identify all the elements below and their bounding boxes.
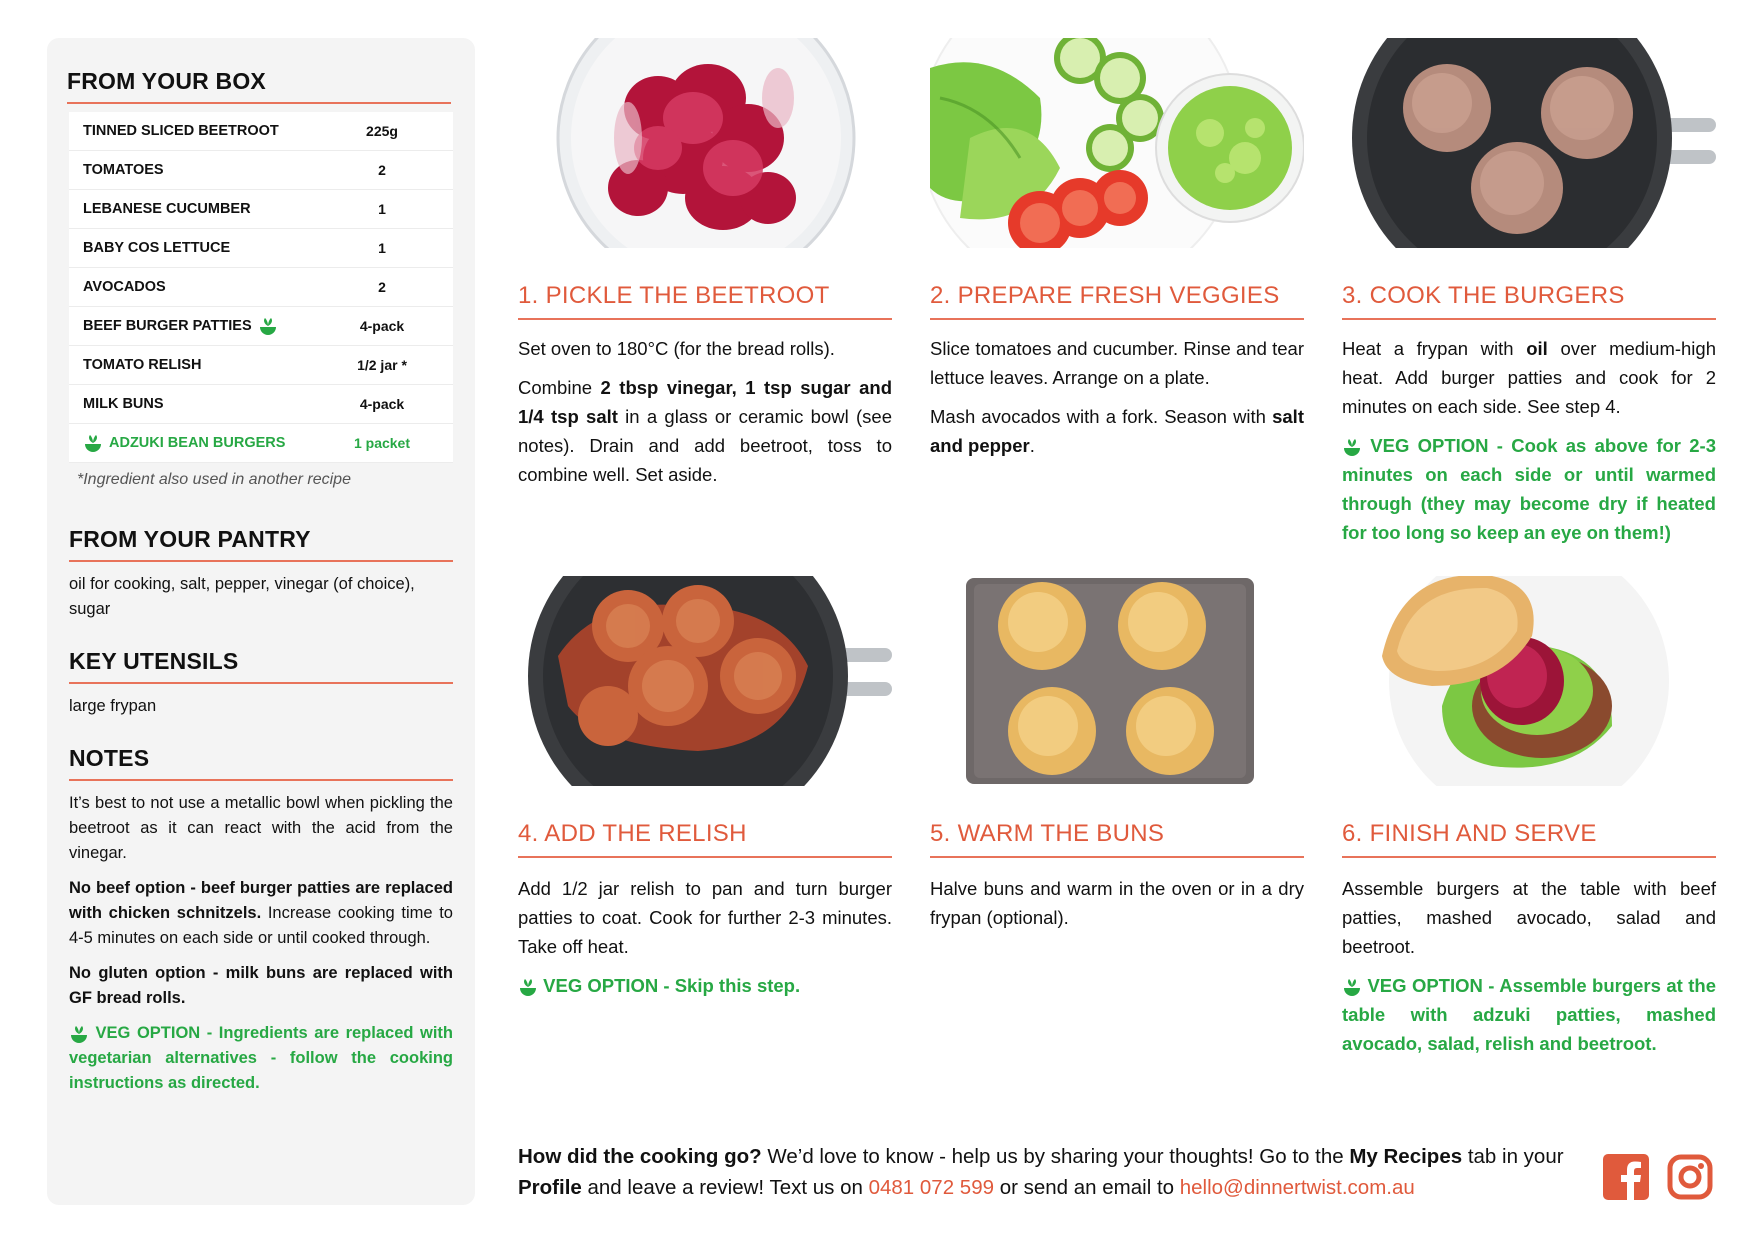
step-1-photo-beetroot-bowl (518, 38, 892, 248)
table-row (69, 268, 453, 307)
ingredient-name (83, 307, 278, 345)
step-5-body (930, 874, 1304, 942)
ingredient-label: BEEF BURGER PATTIES (83, 318, 252, 334)
ingredient-name: LEBANESE CUCUMBER (83, 201, 251, 217)
step-2-body (930, 334, 1304, 470)
ingredient-name: BABY COS LETTUCE (83, 240, 231, 256)
step-3-p1 (1342, 334, 1716, 421)
divider (1342, 856, 1716, 858)
ingredient-name: MILK BUNS (83, 396, 164, 412)
step-5-photo-buns-tray (930, 576, 1304, 786)
text-span: Combine (518, 377, 601, 398)
step-2-title: 2. PREPARE FRESH VEGGIES (930, 282, 1280, 309)
step-1-title: 1. PICKLE THE BEETROOT (518, 282, 830, 309)
text-bold: oil (1526, 338, 1548, 359)
from-your-pantry-heading: FROM YOUR PANTRY (69, 526, 311, 552)
step-3-photo-patties-pan (1342, 38, 1716, 248)
step-2-p2 (930, 402, 1304, 460)
text-span: or send an email to (994, 1176, 1180, 1199)
note-veg-option (69, 1021, 453, 1096)
divider (69, 560, 453, 562)
table-row (69, 346, 453, 385)
step-1-p2 (518, 373, 892, 489)
ingredients-table (69, 112, 453, 463)
veg-option-text: VEG OPTION - Assemble burgers at the table with adzuki patties, mashed avocado, salad, relish and beetroot. (1342, 975, 1716, 1054)
table-row (69, 151, 453, 190)
facebook-icon[interactable] (1603, 1154, 1649, 1200)
veg-leaf-icon (1342, 977, 1362, 997)
ingredient-name: TOMATOES (83, 162, 164, 178)
text-span: tab in your (1462, 1145, 1564, 1168)
table-row (69, 190, 453, 229)
table-row (69, 307, 453, 346)
ingredient-qty: 4-pack (359, 396, 405, 412)
footer-question: How did the cooking go? (518, 1145, 762, 1168)
divider (930, 318, 1304, 320)
ingredient-qty: 1 packet (353, 435, 411, 451)
utensils-text: large frypan (69, 697, 157, 715)
table-row (69, 112, 453, 151)
text-span: in a glass or ceramic bowl (see notes). Drain and add beetroot, toss to combine well. Set aside. (518, 406, 892, 485)
note-no-beef-rest: Increase cooking time to 4-5 minutes on each side or until cooked through. (69, 904, 453, 947)
step-5-p1: Halve buns and warm in the oven or in a dry frypan (optional). (930, 878, 1304, 928)
divider (930, 856, 1304, 858)
feedback-footer (518, 1141, 1578, 1203)
veg-leaf-icon (518, 977, 538, 997)
divider (518, 856, 892, 858)
ingredient-name: TOMATO RELISH (83, 357, 202, 373)
ingredient-name (83, 424, 285, 462)
note-veg-text: VEG OPTION - Ingredients are replaced with vegetarian alternatives - follow the cooking instructions as directed. (69, 1024, 453, 1092)
step-6-veg-option (1342, 971, 1716, 1058)
veg-option-text: VEG OPTION - Skip this step. (543, 975, 801, 996)
step-1-p1: Set oven to 180°C (for the bread rolls). (518, 338, 835, 359)
notes-heading: NOTES (69, 745, 150, 771)
step-4-p1: Add 1/2 jar relish to pan and turn burger patties to coat. Cook for further 2-3 minutes. Take off heat. (518, 878, 892, 957)
profile-label: Profile (518, 1176, 582, 1199)
phone-link[interactable]: 0481 072 599 (868, 1176, 994, 1199)
table-row (69, 424, 453, 463)
step-3-body (1342, 334, 1716, 557)
text-span: Heat a frypan with (1342, 338, 1527, 359)
divider (69, 779, 453, 781)
key-utensils-heading: KEY UTENSILS (69, 648, 239, 674)
email-link[interactable]: hello@dinnertwist.com.au (1179, 1176, 1415, 1199)
text-span: . (1029, 435, 1035, 456)
text-span: We’d love to know - help us by sharing your thoughts! Go to the (761, 1145, 1350, 1168)
step-5-title: 5. WARM THE BUNS (930, 820, 1165, 847)
step-4-veg-option (518, 971, 892, 1000)
step-4-photo-relish-pan (518, 576, 892, 786)
divider (67, 102, 451, 104)
ingredient-qty: 1/2 jar * (357, 357, 407, 373)
note-metallic: It’s best to not use a metallic bowl when pickling the beetroot as it can react with the acid from the vinegar. (69, 794, 453, 862)
step-4-body (518, 874, 892, 1010)
step-6-title: 6. FINISH AND SERVE (1342, 820, 1597, 847)
step-6-p1: Assemble burgers at the table with beef patties, mashed avocado, salad and beetroot. (1342, 878, 1716, 957)
text-bold: salt and pepper (930, 406, 1304, 456)
note-no-gluten (69, 961, 453, 1011)
table-row (69, 229, 453, 268)
pantry-text: oil for cooking, salt, pepper, vinegar (of choice), sugar (69, 575, 415, 618)
step-2-p1: Slice tomatoes and cucumber. Rinse and tear lettuce leaves. Arrange on a plate. (930, 338, 1304, 388)
ingredients-sidebar (47, 38, 475, 1205)
ingredient-qty: 2 (378, 279, 386, 295)
veg-option-text: VEG OPTION - Cook as above for 2-3 minutes on each side or until warmed through (they may become dry if heated for too long so keep an eye on them!) (1342, 435, 1717, 543)
text-span: and leave a review! Text us on (581, 1176, 869, 1199)
step-3-title: 3. COOK THE BURGERS (1342, 282, 1625, 309)
note-no-beef-bold: No beef option - beef burger patties are replaced with chicken schnitzels. (69, 879, 453, 922)
ingredient-qty: 2 (378, 162, 386, 178)
my-recipes-label: My Recipes (1349, 1145, 1463, 1168)
note-no-gluten-bold: No gluten option - milk buns are replaced with GF bread rolls. (69, 964, 453, 1007)
veg-leaf-icon (258, 316, 278, 336)
divider (1342, 318, 1716, 320)
step-3-veg-option (1342, 431, 1716, 547)
note-no-beef (69, 876, 453, 951)
step-1-body (518, 334, 892, 499)
from-your-box-heading: FROM YOUR BOX (67, 68, 266, 94)
text-bold: 2 tbsp vinegar, 1 tsp sugar and 1/4 tsp salt (518, 377, 892, 427)
divider (518, 318, 892, 320)
veg-leaf-icon (69, 1024, 89, 1044)
step-6-photo-finished-burger (1342, 576, 1716, 786)
step-4-title: 4. ADD THE RELISH (518, 820, 747, 847)
ingredient-qty: 1 (378, 201, 386, 217)
ingredient-name: TINNED SLICED BEETROOT (83, 123, 279, 139)
ingredient-qty: 4-pack (359, 318, 405, 334)
notes-body (69, 791, 453, 1106)
text-span: over medium-high heat. Add burger patties and cook for 2 minutes on each side. See step 4. (1342, 338, 1716, 417)
divider (69, 682, 453, 684)
veg-leaf-icon (83, 433, 103, 453)
ingredient-name: AVOCADOS (83, 279, 166, 295)
ingredient-label: ADZUKI BEAN BURGERS (109, 435, 286, 451)
step-2-photo-veggie-plate (930, 38, 1304, 248)
instagram-icon[interactable] (1667, 1154, 1713, 1200)
text-span: Mash avocados with a fork. Season with (930, 406, 1273, 427)
ingredient-qty: 1 (378, 240, 386, 256)
ingredient-qty: 225g (366, 123, 398, 139)
step-6-body (1342, 874, 1716, 1068)
footnote: *Ingredient also used in another recipe (77, 471, 351, 488)
veg-leaf-icon (1342, 437, 1362, 457)
table-row (69, 385, 453, 424)
